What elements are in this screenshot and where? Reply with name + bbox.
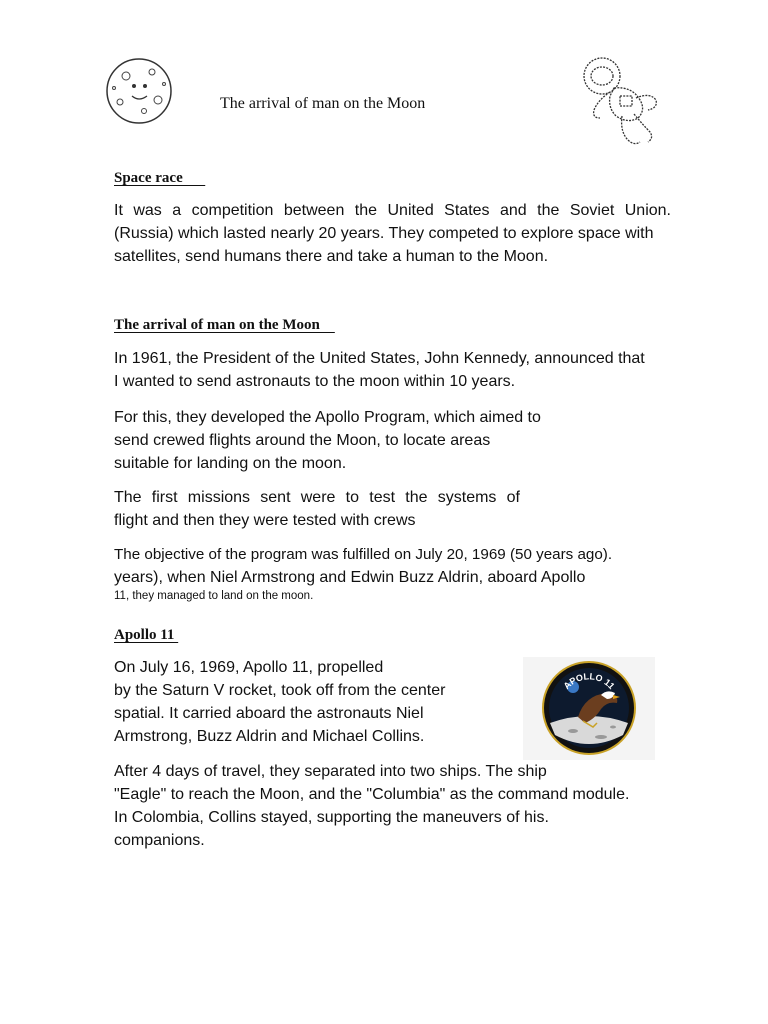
apollo11-line: companions.: [114, 832, 205, 849]
arrival-paragraph-1: [114, 347, 645, 393]
apollo11-line: In Colombia, Collins stayed, supporting the maneuvers of his.: [114, 809, 549, 826]
arrival-line: years), when Niel Armstrong and Edwin Buzz Aldrin, aboard Apollo: [114, 569, 586, 586]
page-title: The arrival of man on the Moon: [220, 95, 426, 112]
arrival-line: In 1961, the President of the United States, John Kennedy, announced that: [114, 350, 645, 367]
space-race-line: It was a competition between the United States and the Soviet Union.: [114, 202, 671, 219]
arrival-line: 11, they managed to land on the moon.: [114, 590, 314, 602]
arrival-line: The first missions sent were to test the systems of: [114, 489, 520, 506]
arrival-line: The objective of the program was fulfilled on July 20, 1969 (50 years ago).: [114, 546, 613, 563]
arrival-paragraph-3: [114, 486, 520, 532]
apollo11-paragraph-1: [114, 656, 445, 748]
moon-face-icon: [104, 56, 174, 126]
apollo11-heading: Apollo 11: [114, 627, 179, 643]
arrival-heading: The arrival of man on the Moon: [114, 317, 335, 333]
space-race-heading: Space race: [114, 170, 206, 186]
arrival-line: flight and then they were tested with crews: [114, 512, 416, 529]
apollo11-paragraph-2: [114, 760, 629, 852]
patch-label: APOLLO 11: [561, 671, 617, 692]
arrival-paragraph-4: [114, 543, 612, 604]
apollo11-line: Armstrong, Buzz Aldrin and Michael Collins.: [114, 728, 425, 745]
apollo11-line: After 4 days of travel, they separated into two ships. The ship: [114, 763, 547, 780]
arrival-line: suitable for landing on the moon.: [114, 455, 347, 472]
apollo11-line: spatial. It carried aboard the astronauts Niel: [114, 705, 424, 722]
apollo11-line: "Eagle" to reach the Moon, and the "Columbia" as the command module.: [114, 786, 630, 803]
space-race-line: (Russia) which lasted nearly 20 years. They competed to explore space with: [114, 225, 654, 242]
astronaut-icon: [570, 52, 662, 152]
arrival-line: I wanted to send astronauts to the moon within 10 years.: [114, 373, 516, 390]
space-race-paragraph: [114, 199, 671, 268]
apollo11-line: On July 16, 1969, Apollo 11, propelled: [114, 659, 384, 676]
space-race-line: satellites, send humans there and take a human to the Moon.: [114, 248, 549, 265]
apollo-11-patch-icon: [523, 657, 655, 760]
arrival-line: For this, they developed the Apollo Program, which aimed to: [114, 409, 541, 426]
arrival-paragraph-2: [114, 406, 541, 475]
apollo11-line: by the Saturn V rocket, took off from the center: [114, 682, 446, 699]
arrival-line: send crewed flights around the Moon, to locate areas: [114, 432, 491, 449]
